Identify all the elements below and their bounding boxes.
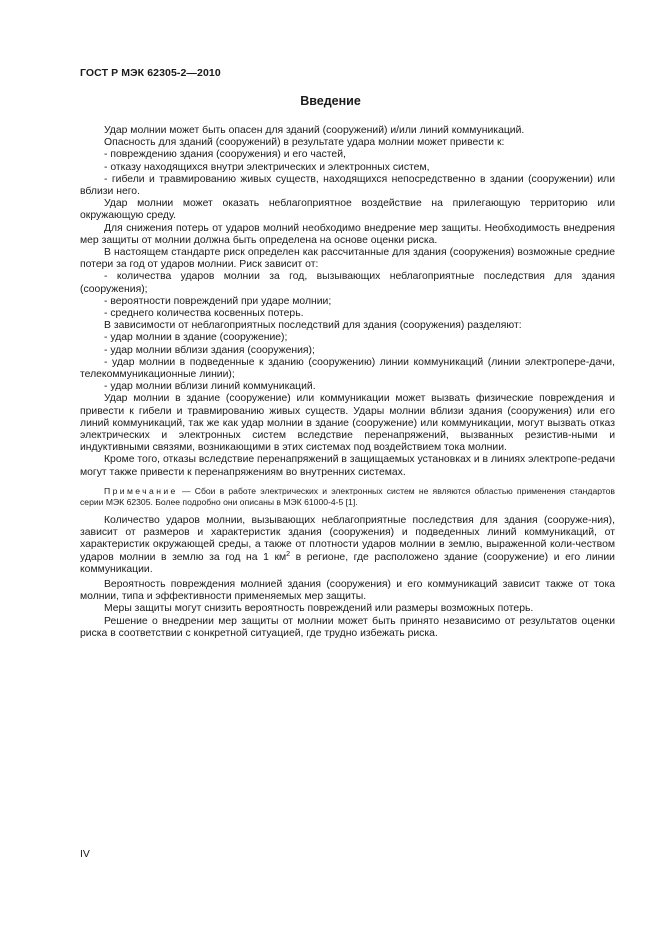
list-item: - гибели и травмированию живых существ, находящихся непосредственно в здании (сооружении) или вблизи него.	[80, 173, 615, 198]
list-item: - вероятности повреждений при ударе молнии;	[104, 295, 332, 307]
note-label: Примечание	[104, 485, 178, 496]
paragraph	[80, 515, 615, 576]
document-header: ГОСТ Р МЭК 62305-2—2010	[80, 67, 221, 79]
list-item: - повреждению здания (сооружения) и его частей,	[104, 149, 346, 161]
page-number: IV	[80, 848, 90, 860]
paragraph: Опасность для зданий (сооружений) в результате удара молнии может привести к:	[104, 137, 505, 149]
paragraph: Удар молнии в здание (сооружение) или коммуникации может вызвать физические повреждения и привести к гибели и травмированию живых существ. Удары молнии вблизи здания (сооружения) или его линий коммуникаций, так же как удар молнии в здание (сооружение) или коммуникации, могут вызвать отказ электрических и электронных систем вследствие перенапряжений, вызванных резистив-ными и индуктивными связями, возникающими в этих системах под воздействием тока молнии.	[80, 393, 615, 454]
list-item: - удар молнии в здание (сооружение);	[104, 332, 288, 344]
list-item: - отказу находящихся внутри электрических и электронных систем,	[104, 161, 430, 173]
list-item: - удар молнии вблизи здания (сооружения);	[104, 344, 315, 356]
list-item: - удар молнии вблизи линий коммуникаций.	[104, 381, 316, 393]
paragraph: Для снижения потерь от ударов молний необходимо внедрение мер защиты. Необходимость внедрения мер защиты от молнии должна быть определена на основе оценки риска.	[80, 222, 615, 246]
paragraph: Решение о внедрении мер защиты от молнии может быть принято независимо от результатов оценки риска в соответствии с конкретной ситуацией, где трудно избежать риска.	[80, 615, 615, 639]
paragraph: Удар молнии может быть опасен для зданий (сооружений) и/или линий коммуникаций.	[104, 125, 525, 136]
paragraph: В зависимости от неблагоприятных последствий для здания (сооружения) разделяют:	[104, 320, 522, 332]
list-item: - количества ударов молнии за год, вызывающих неблагоприятные последствия для здания (сооружения);	[80, 271, 615, 295]
paragraph: В настоящем стандарте риск определен как рассчитанные для здания (сооружения) возможные средние потери за год от ударов молнии. Риск зависит от:	[80, 247, 615, 271]
paragraph: Вероятность повреждения молнией здания (сооружения) и его коммуникаций зависит также от тока молнии, типа и эффективности применяемых мер защиты.	[80, 578, 615, 603]
superscript: 2	[286, 550, 291, 558]
section-title: Введение	[300, 94, 361, 108]
paragraph-text: Количество ударов молнии, вызывающих неблагоприятные последствия для здания (сооруже-ния), зависит от размеров и характеристик здания (сооружения) и подведенных линий коммуникаций, от характеристик окружающей среды, а также от плотности ударов молнии в землю, выраженной коли-чеством ударов молнии в землю за год на 1 км	[80, 514, 615, 563]
paragraph: Кроме того, отказы вследствие перенапряжений в защищаемых установках и в линиях электропе-редачи могут также привести к перенапряжениям во внутренних системах.	[80, 454, 616, 478]
paragraph: Удар молнии может оказать неблагоприятное воздействие на прилегающую территорию или окружающую среду.	[80, 198, 615, 222]
list-item: - среднего количества косвенных потерь.	[104, 308, 304, 320]
paragraph: Меры защиты могут снизить вероятность повреждений или размеры возможных потерь.	[104, 603, 534, 615]
note	[80, 486, 615, 508]
paragraph-text: в регионе, где расположено здание (сооружение) и его линии коммуникации.	[80, 551, 615, 575]
document-body	[80, 125, 615, 640]
list-item: - удар молнии в подведенные к зданию (сооружению) линии коммуникаций (линии электропере-дачи, телекоммуникационные линии);	[80, 356, 615, 381]
note-text: — Сбои в работе электрических и электронных систем не являются областью применения стандартов серии МЭК 62305. Более подробно они описаны в МЭК 61000-4-5 [1].	[80, 485, 615, 507]
